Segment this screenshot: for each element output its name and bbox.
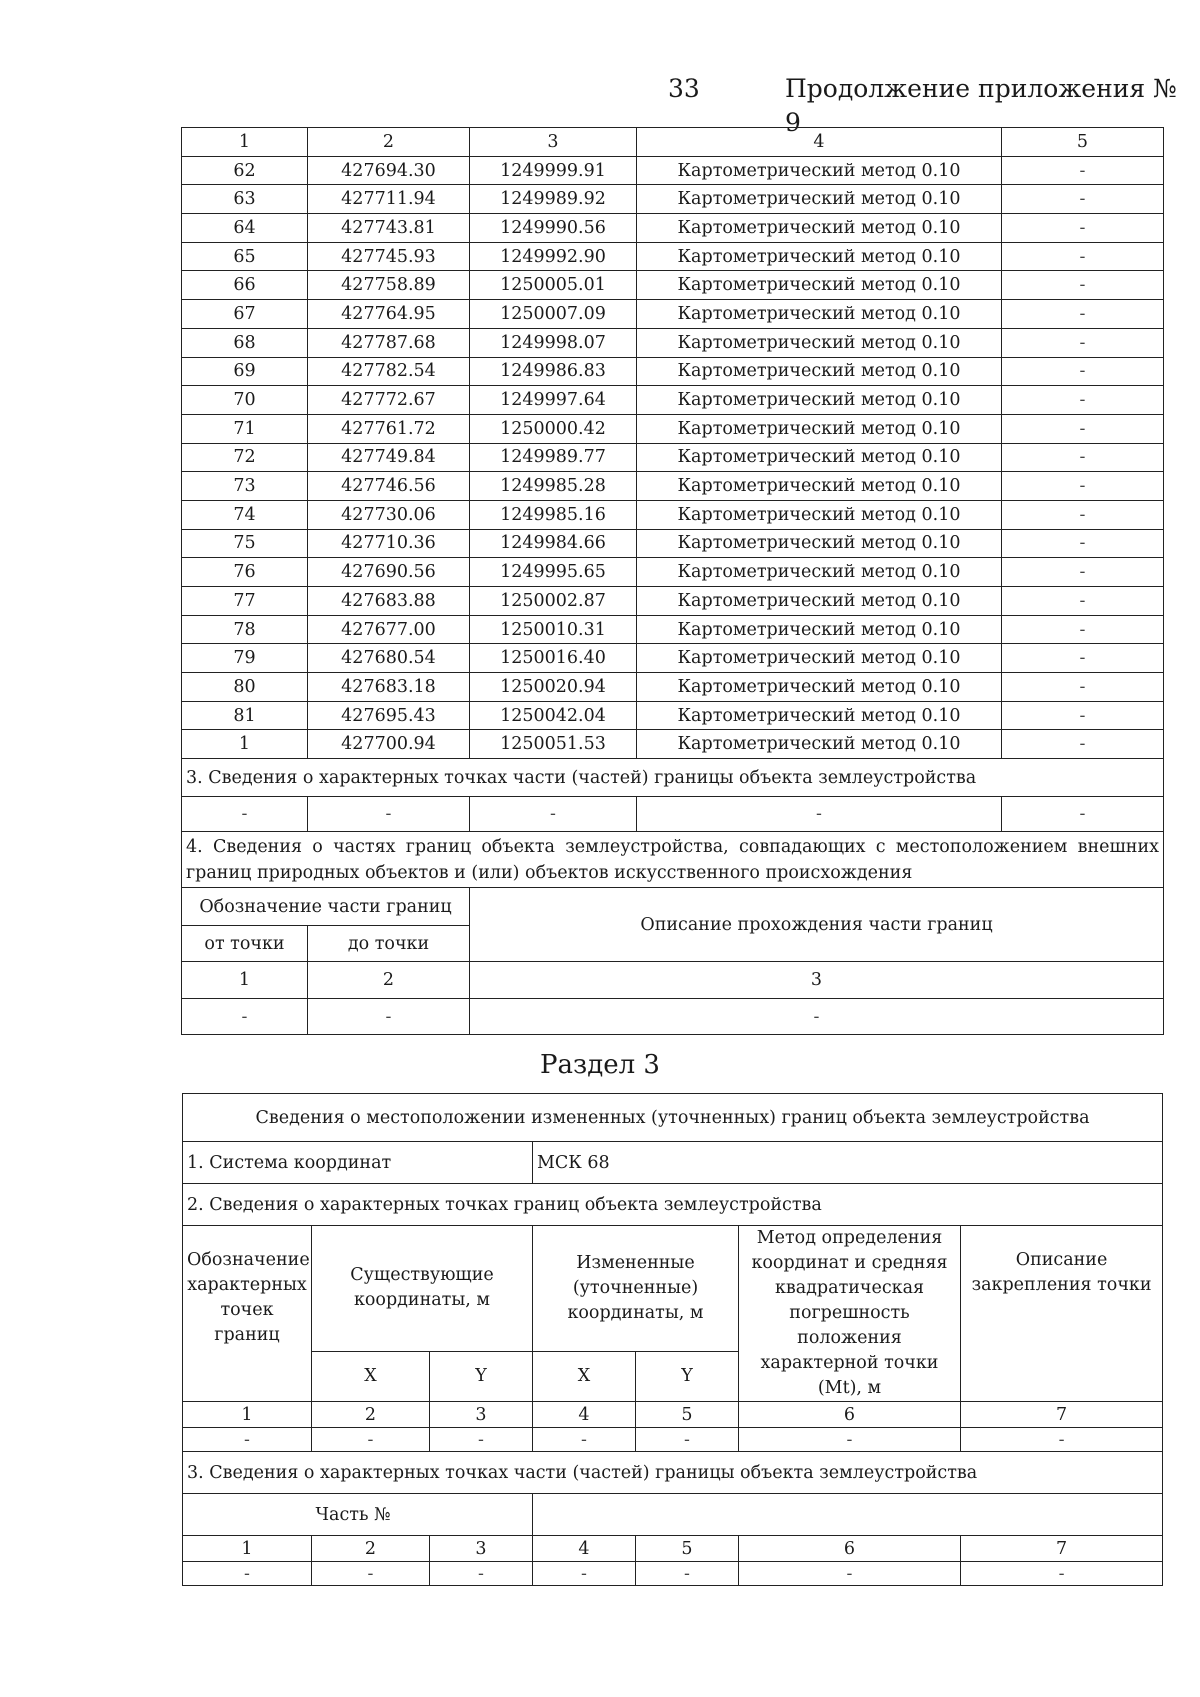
- part-number-row: [183, 1494, 1163, 1536]
- column-number-row: [182, 128, 1164, 157]
- table-cell: Картометрический метод 0.10: [637, 242, 1002, 271]
- table-cell: 1250016.40: [470, 644, 637, 673]
- table-cell: 427743.81: [308, 214, 470, 243]
- table-cell: 427730.06: [308, 500, 470, 529]
- table-cell: 64: [182, 214, 308, 243]
- to-point-header: до точки: [308, 926, 470, 962]
- col-number: 3: [430, 1402, 533, 1428]
- table-cell: 71: [182, 414, 308, 443]
- table-cell: 72: [182, 443, 308, 472]
- parts-title-row: [183, 1452, 1163, 1494]
- table-row: [182, 644, 1164, 673]
- section4-title-row: [182, 832, 1164, 888]
- section3-title: 3. Сведения о характерных точках части (частей) границы объекта землеустройства: [182, 759, 1164, 797]
- table-cell: 427746.56: [308, 472, 470, 501]
- table-cell: -: [636, 1428, 739, 1452]
- section4-dash-row: [182, 999, 1164, 1035]
- section3-dash-row: [182, 797, 1164, 832]
- table-cell: Картометрический метод 0.10: [637, 615, 1002, 644]
- table-cell: 1250007.09: [470, 300, 637, 329]
- table-cell: Картометрический метод 0.10: [637, 414, 1002, 443]
- table-cell: 80: [182, 673, 308, 702]
- col-number: 5: [636, 1402, 739, 1428]
- description-header: Описание прохождения части границ: [470, 888, 1164, 962]
- table-cell: Картометрический метод 0.10: [637, 673, 1002, 702]
- table-cell: Картометрический метод 0.10: [637, 500, 1002, 529]
- col-number: 3: [430, 1536, 533, 1562]
- coord-system-row: [183, 1142, 1163, 1184]
- col-number: 2: [312, 1402, 430, 1428]
- section4-numbers-row: [182, 962, 1164, 999]
- y-header: Y: [636, 1351, 739, 1401]
- table-cell: 1249998.07: [470, 328, 637, 357]
- table-cell: 427677.00: [308, 615, 470, 644]
- table-cell: -: [1002, 587, 1164, 616]
- table-cell: -: [1002, 472, 1164, 501]
- table-cell: -: [312, 1562, 430, 1586]
- section3-title-row: [182, 759, 1164, 797]
- col-number: 7: [961, 1402, 1163, 1428]
- table-cell: -: [1002, 414, 1164, 443]
- table-title-row: [183, 1094, 1163, 1142]
- table-cell: 1250010.31: [470, 615, 637, 644]
- table-row: [182, 386, 1164, 415]
- table-cell: 65: [182, 242, 308, 271]
- table-cell: -: [308, 797, 470, 832]
- table-cell: 427787.68: [308, 328, 470, 357]
- table-cell: 69: [182, 357, 308, 386]
- table-cell: 1249984.66: [470, 529, 637, 558]
- table-cell: 75: [182, 529, 308, 558]
- section4-title: 4. Сведения о частях границ объекта землеустройства, совпадающих с местоположением внешних границ природных объектов и (или) объектов искусственного происхождения: [182, 832, 1164, 888]
- table-cell: -: [1002, 328, 1164, 357]
- table-cell: 1249990.56: [470, 214, 637, 243]
- parts-numbers-row: [183, 1536, 1163, 1562]
- table-cell: 70: [182, 386, 308, 415]
- col-number: 1: [183, 1536, 312, 1562]
- x-header: X: [312, 1351, 430, 1401]
- table-cell: -: [308, 999, 470, 1035]
- table-row: [182, 300, 1164, 329]
- table-cell: [183, 1494, 312, 1536]
- table-cell: -: [637, 797, 1002, 832]
- table-cell: 427695.43: [308, 701, 470, 730]
- table-cell: -: [1002, 673, 1164, 702]
- table-cell: -: [1002, 214, 1164, 243]
- table-cell: Картометрический метод 0.10: [637, 644, 1002, 673]
- table-cell: -: [1002, 615, 1164, 644]
- table-row: [182, 615, 1164, 644]
- col-number: 4: [533, 1536, 636, 1562]
- table-cell: -: [1002, 558, 1164, 587]
- table-cell: 1249985.16: [470, 500, 637, 529]
- parts-section-body: [182, 759, 1164, 1035]
- table-cell: 1250002.87: [470, 587, 637, 616]
- table-cell: 1249999.91: [470, 156, 637, 185]
- table-cell: 66: [182, 271, 308, 300]
- table-cell: -: [1002, 500, 1164, 529]
- col-number: 2: [312, 1536, 430, 1562]
- boundary-points-body: [182, 128, 1164, 759]
- table-row: [182, 529, 1164, 558]
- table-cell: 76: [182, 558, 308, 587]
- table-row: [182, 414, 1164, 443]
- table-cell: Картометрический метод 0.10: [637, 214, 1002, 243]
- col-number: 6: [739, 1402, 961, 1428]
- table-cell: 427700.94: [308, 730, 470, 759]
- coord-system-value: МСК 68: [533, 1142, 1163, 1184]
- changed-boundaries-table: [182, 1093, 1163, 1586]
- table-cell: -: [1002, 242, 1164, 271]
- table-cell: Картометрический метод 0.10: [637, 558, 1002, 587]
- table-cell: -: [739, 1562, 961, 1586]
- table-cell: Картометрический метод 0.10: [637, 730, 1002, 759]
- table-cell: 427761.72: [308, 414, 470, 443]
- table-cell: 74: [182, 500, 308, 529]
- table-cell: 427782.54: [308, 357, 470, 386]
- col-number: 3: [470, 128, 637, 157]
- x-header: X: [533, 1351, 636, 1401]
- table-cell: 1250020.94: [470, 673, 637, 702]
- table-cell: 427694.30: [308, 156, 470, 185]
- table-row: [182, 271, 1164, 300]
- table-row: [182, 472, 1164, 501]
- table-cell: 427711.94: [308, 185, 470, 214]
- table-cell: 1249995.65: [470, 558, 637, 587]
- coord-system-label: 1. Система координат: [183, 1142, 533, 1184]
- table-cell: -: [1002, 797, 1164, 832]
- table-cell: Картометрический метод 0.10: [637, 443, 1002, 472]
- dash-row: [183, 1428, 1163, 1452]
- table-cell: -: [636, 1562, 739, 1586]
- table-cell: -: [183, 1562, 312, 1586]
- table-cell: 427690.56: [308, 558, 470, 587]
- table-cell: Картометрический метод 0.10: [637, 328, 1002, 357]
- table-cell: Картометрический метод 0.10: [637, 386, 1002, 415]
- table-cell: -: [183, 1428, 312, 1452]
- table-cell: Картометрический метод 0.10: [637, 271, 1002, 300]
- table-cell: 1249992.90: [470, 242, 637, 271]
- method-header: Метод определения координат и средняя квадратическая погрешность положения характерной точки (Mt), м: [739, 1226, 961, 1402]
- table-cell: -: [470, 797, 637, 832]
- y-header: Y: [430, 1351, 533, 1401]
- table-cell: Картометрический метод 0.10: [637, 529, 1002, 558]
- table-cell: Картометрический метод 0.10: [637, 300, 1002, 329]
- col-number: 4: [533, 1402, 636, 1428]
- table-cell: -: [312, 1428, 430, 1452]
- table-cell: 1250000.42: [470, 414, 637, 443]
- table-cell: 1249989.77: [470, 443, 637, 472]
- table-cell: 73: [182, 472, 308, 501]
- table-cell: Картометрический метод 0.10: [637, 472, 1002, 501]
- table-cell: 427758.89: [308, 271, 470, 300]
- table-cell: 1: [182, 730, 308, 759]
- col-number: 3: [470, 962, 1164, 999]
- table-cell: 427683.88: [308, 587, 470, 616]
- table-cell: -: [533, 1562, 636, 1586]
- col-number: 2: [308, 962, 470, 999]
- table-cell: -: [1002, 701, 1164, 730]
- table-cell: 1249985.28: [470, 472, 637, 501]
- points-title-row: [183, 1184, 1163, 1226]
- page-title: Продолжение приложения № 9: [785, 74, 1177, 137]
- table-row: [182, 558, 1164, 587]
- parts-dash-row: [183, 1562, 1163, 1586]
- table-cell: -: [1002, 357, 1164, 386]
- table-cell: -: [182, 999, 308, 1035]
- table-cell: -: [739, 1428, 961, 1452]
- numbers-row: [183, 1402, 1163, 1428]
- table-cell: 1250005.01: [470, 271, 637, 300]
- changed-coords-header: Измененные (уточненные) координаты, м: [533, 1226, 739, 1352]
- boundary-points-table: [181, 127, 1164, 1035]
- table-cell: -: [1002, 185, 1164, 214]
- table-cell: Картометрический метод 0.10: [637, 587, 1002, 616]
- designation-header: Обозначение части границ: [182, 888, 470, 926]
- table-cell: 1249997.64: [470, 386, 637, 415]
- table-cell: 79: [182, 644, 308, 673]
- table-cell: 427680.54: [308, 644, 470, 673]
- table-row: [182, 214, 1164, 243]
- table-row: [182, 587, 1164, 616]
- col-number: 5: [636, 1536, 739, 1562]
- table-cell: 427772.67: [308, 386, 470, 415]
- table-cell: -: [1002, 300, 1164, 329]
- table-cell: 1249989.92: [470, 185, 637, 214]
- section-3-heading: Раздел 3: [540, 1050, 660, 1080]
- table-cell: -: [1002, 271, 1164, 300]
- table-cell: -: [182, 797, 308, 832]
- table-cell: -: [430, 1562, 533, 1586]
- table-cell: Картометрический метод 0.10: [637, 701, 1002, 730]
- table-row: [182, 673, 1164, 702]
- table-cell: 427710.36: [308, 529, 470, 558]
- table-cell: 77: [182, 587, 308, 616]
- table-cell: 78: [182, 615, 308, 644]
- table-cell: 63: [182, 185, 308, 214]
- from-point-header: от точки: [182, 926, 308, 962]
- col-number: 5: [1002, 128, 1164, 157]
- table-row: [182, 500, 1164, 529]
- table-cell: Картометрический метод 0.10: [637, 357, 1002, 386]
- col-number: 7: [961, 1536, 1163, 1562]
- page-number: 33: [668, 74, 700, 103]
- table-cell: -: [470, 999, 1164, 1035]
- table-cell: 427749.84: [308, 443, 470, 472]
- table-cell: -: [1002, 644, 1164, 673]
- table-cell: -: [961, 1428, 1163, 1452]
- table-row: [182, 357, 1164, 386]
- part-number-value: [533, 1494, 1163, 1536]
- col-number: 1: [182, 128, 308, 157]
- table-cell: 81: [182, 701, 308, 730]
- col-number: 1: [183, 1402, 312, 1428]
- col-number: 6: [739, 1536, 961, 1562]
- header-row: [183, 1226, 1163, 1352]
- table-cell: -: [1002, 156, 1164, 185]
- col-number: 4: [637, 128, 1002, 157]
- table-row: [182, 185, 1164, 214]
- table-cell: Картометрический метод 0.10: [637, 185, 1002, 214]
- existing-coords-header: Существующие координаты, м: [312, 1226, 533, 1352]
- table-cell: 1250051.53: [470, 730, 637, 759]
- table-cell: -: [961, 1562, 1163, 1586]
- section4-header-row: [182, 888, 1164, 926]
- table-cell: -: [1002, 730, 1164, 759]
- table-title: Сведения о местоположении измененных (уточненных) границ объекта землеустройства: [183, 1094, 1163, 1142]
- table-cell: -: [1002, 443, 1164, 472]
- parts-title: 3. Сведения о характерных точках части (частей) границы объекта землеустройства: [183, 1452, 1163, 1494]
- points-title: 2. Сведения о характерных точках границ объекта землеустройства: [183, 1184, 1163, 1226]
- table-row: [182, 730, 1164, 759]
- table-cell: 427745.93: [308, 242, 470, 271]
- table-cell: 1249986.83: [470, 357, 637, 386]
- table-row: [182, 443, 1164, 472]
- col-number: 2: [308, 128, 470, 157]
- table-cell: 68: [182, 328, 308, 357]
- table-cell: 62: [182, 156, 308, 185]
- designation-header: Обозначение характерных точек границ: [183, 1226, 312, 1402]
- fixing-header: Описание закрепления точки: [961, 1226, 1163, 1402]
- table-cell: -: [1002, 386, 1164, 415]
- table-cell: 427683.18: [308, 673, 470, 702]
- col-number: 1: [182, 962, 308, 999]
- table-row: [182, 156, 1164, 185]
- table-cell: -: [533, 1428, 636, 1452]
- table-cell: -: [1002, 529, 1164, 558]
- table-cell: -: [430, 1428, 533, 1452]
- table-cell: 1250042.04: [470, 701, 637, 730]
- table-cell: Картометрический метод 0.10: [637, 156, 1002, 185]
- table-cell: 427764.95: [308, 300, 470, 329]
- table-row: [182, 328, 1164, 357]
- table-row: [182, 701, 1164, 730]
- table-row: [182, 242, 1164, 271]
- table-cell: 67: [182, 300, 308, 329]
- part-number-label: Часть №: [312, 1494, 533, 1536]
